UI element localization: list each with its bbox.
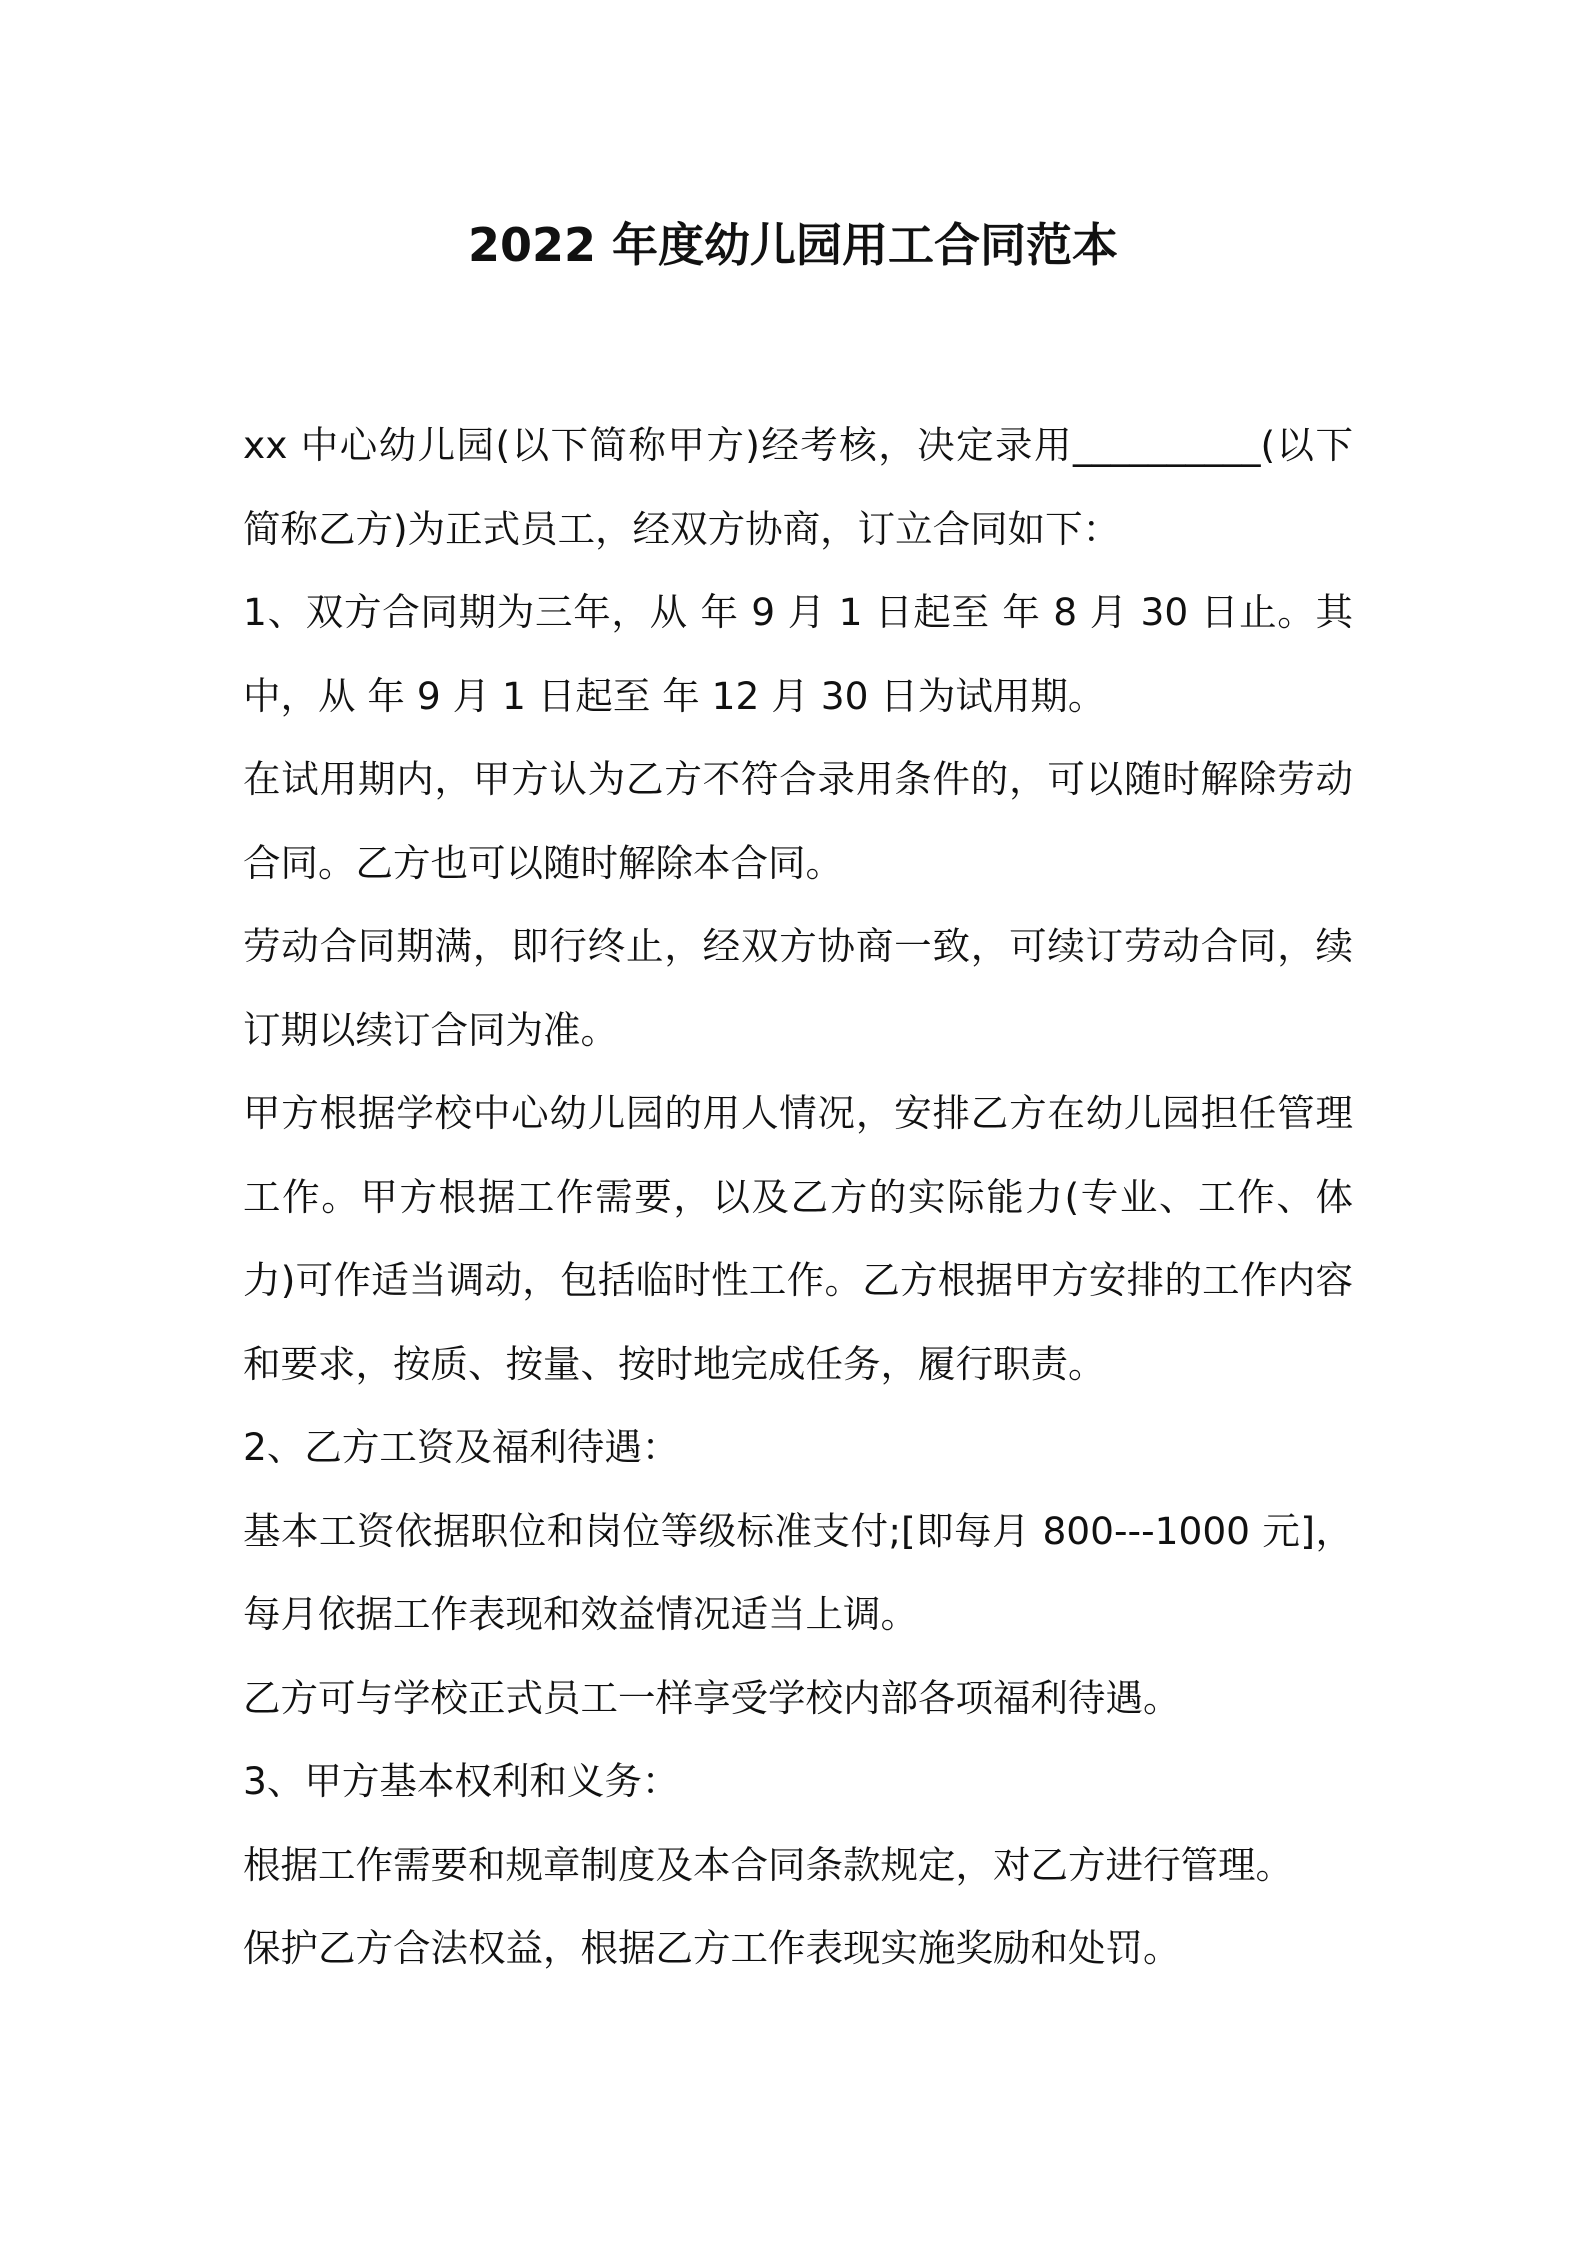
paragraph-duties: 甲方根据学校中心幼儿园的用人情况，安排乙方在幼儿园担任管理工作。甲方根据工作需要，以及乙方的实际能力(专业、工作、体力)可作适当调动，包括临时性工作。乙方根据甲方安排的工作内容和要求，按质、按量、按时地完成任务，履行职责。 [243, 1091, 1353, 1386]
paragraph-renewal: 劳动合同期满，即行终止，经双方协商一致，可续订劳动合同，续订期以续订合同为准。 [243, 924, 1353, 1052]
section-heading-party-a-rights: 3、甲方基本权利和义务： [243, 1759, 680, 1803]
paragraph-salary: 基本工资依据职位和岗位等级标准支付;[即每月 800---1000 元]，每月依据工作表现和效益情况适当上调。 [243, 1508, 1353, 1636]
section-heading-salary: 2、乙方工资及福利待遇： [243, 1425, 680, 1469]
paragraph-intro: xx 中心幼儿园(以下简称甲方)经考核，决定录用__________(以下简称乙方)为正式员工，经双方协商，订立合同如下： [243, 423, 1353, 551]
paragraph-term: 1、双方合同期为三年，从 年 9 月 1 日起至 年 8 月 30 日止。其中，从 年 9 月 1 日起至 年 12 月 30 日为试用期。 [243, 590, 1353, 718]
paragraph-management: 根据工作需要和规章制度及本合同条款规定，对乙方进行管理。 [243, 1842, 1293, 1887]
document-body [243, 404, 1353, 1991]
paragraph-probation: 在试用期内，甲方认为乙方不符合录用条件的，可以随时解除劳动合同。乙方也可以随时解除本合同。 [243, 757, 1353, 885]
paragraph-protection: 保护乙方合法权益，根据乙方工作表现实施奖励和处罚。 [243, 1926, 1181, 1970]
document-title: 2022 年度幼儿园用工合同范本 [467, 218, 1119, 272]
paragraph-welfare: 乙方可与学校正式员工一样享受学校内部各项福利待遇。 [243, 1675, 1181, 1720]
